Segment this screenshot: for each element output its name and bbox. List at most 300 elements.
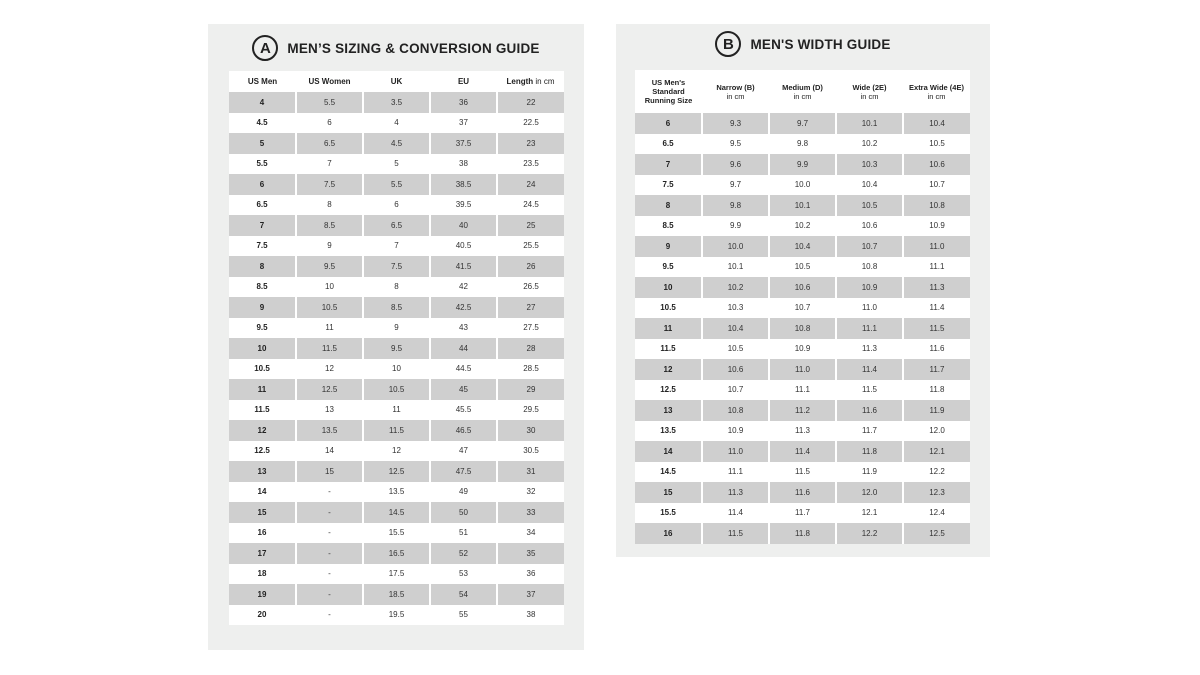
table-row xyxy=(635,216,970,237)
value-cell: 13.5 xyxy=(296,420,363,441)
value-cell: 37 xyxy=(497,584,564,605)
value-cell: 11.9 xyxy=(903,400,970,421)
value-cell: 12 xyxy=(363,441,430,462)
value-cell: 12.5 xyxy=(363,461,430,482)
value-cell: 31 xyxy=(497,461,564,482)
value-cell: 6.5 xyxy=(296,133,363,154)
value-cell: 10.9 xyxy=(929,221,945,231)
value-cell: 11.8 xyxy=(929,385,945,395)
value-cell: 40 xyxy=(430,215,497,236)
value-cell: 9.7 xyxy=(769,113,836,134)
value-cell: 10.4 xyxy=(769,236,836,257)
size-cell: 9.5 xyxy=(635,257,702,278)
column-header-label: Narrow (B) xyxy=(716,82,755,92)
value-cell: 10.9 xyxy=(702,421,769,442)
sizing-guide-header xyxy=(208,34,584,62)
value-cell: 11.3 xyxy=(702,482,769,503)
panel-b-badge: B xyxy=(715,31,741,57)
table-row xyxy=(229,461,564,482)
value-cell: 45 xyxy=(430,379,497,400)
size-cell: 6.5 xyxy=(635,134,702,155)
value-cell: 12.3 xyxy=(903,482,970,503)
value-cell: 10.2 xyxy=(836,134,903,155)
column-header xyxy=(836,70,903,113)
value-cell: 47 xyxy=(430,441,497,462)
value-cell: - xyxy=(296,482,363,503)
size-cell: 13 xyxy=(229,461,296,482)
value-cell: - xyxy=(296,605,363,626)
value-cell: 10.6 xyxy=(769,277,836,298)
column-header-label: US Men's Standard Running Size xyxy=(644,78,693,105)
value-cell: 10.7 xyxy=(836,236,903,257)
value-cell: 10.2 xyxy=(769,216,836,237)
column-header-label: US Women xyxy=(308,77,351,86)
table-row xyxy=(635,503,970,524)
size-cell: 19 xyxy=(229,584,296,605)
column-header xyxy=(430,71,497,92)
value-cell: 37 xyxy=(430,113,497,134)
size-cell: 14 xyxy=(229,482,296,503)
value-cell: 26.5 xyxy=(523,282,539,292)
size-cell: 8 xyxy=(635,195,702,216)
sizing-guide-title: MEN’S SIZING & CONVERSION GUIDE xyxy=(287,40,540,56)
size-cell: 15 xyxy=(635,482,702,503)
value-cell: 28 xyxy=(497,338,564,359)
value-cell: 34 xyxy=(526,528,536,538)
value-cell: - xyxy=(296,564,363,585)
value-cell: 10.8 xyxy=(702,400,769,421)
table-row xyxy=(229,482,564,503)
table-row xyxy=(635,421,970,442)
value-cell: 11.0 xyxy=(903,236,970,257)
table-row xyxy=(229,174,564,195)
value-cell: 23 xyxy=(497,133,564,154)
column-header-unit: in cm xyxy=(726,91,745,101)
value-cell: 10.9 xyxy=(769,339,836,360)
table-row xyxy=(635,236,970,257)
value-cell: 11.4 xyxy=(929,303,945,313)
column-header xyxy=(363,71,430,92)
table-row xyxy=(635,523,970,544)
size-cell: 11.5 xyxy=(229,400,296,421)
sizing-conversion-panel xyxy=(208,24,584,650)
table-row xyxy=(229,277,564,298)
size-cell: 20 xyxy=(229,605,296,626)
value-cell: 41.5 xyxy=(430,256,497,277)
value-cell: - xyxy=(296,543,363,564)
value-cell: 11.4 xyxy=(769,441,836,462)
value-cell: 13 xyxy=(296,400,363,421)
table-row xyxy=(229,297,564,318)
column-header xyxy=(635,70,702,113)
value-cell: 10.6 xyxy=(702,359,769,380)
value-cell: 11.2 xyxy=(769,400,836,421)
value-cell: 7 xyxy=(363,236,430,257)
value-cell: 12.0 xyxy=(929,426,945,436)
size-cell: 15 xyxy=(229,502,296,523)
table-row xyxy=(229,256,564,277)
size-cell: 10.5 xyxy=(229,359,296,380)
value-cell: 28.5 xyxy=(523,364,539,374)
width-guide-table xyxy=(635,70,970,544)
value-cell: 14 xyxy=(296,441,363,462)
value-cell: 11.9 xyxy=(836,462,903,483)
table-row xyxy=(229,338,564,359)
size-cell: 4.5 xyxy=(229,113,296,134)
value-cell: 22.5 xyxy=(523,118,539,128)
value-cell: 11.5 xyxy=(702,523,769,544)
table-row xyxy=(635,113,970,134)
value-cell: 29.5 xyxy=(523,405,539,415)
value-cell: 10.4 xyxy=(903,113,970,134)
value-cell: 10.0 xyxy=(769,175,836,196)
table-row xyxy=(635,339,970,360)
value-cell: 8.5 xyxy=(363,297,430,318)
size-cell: 7.5 xyxy=(635,175,702,196)
column-header xyxy=(769,70,836,113)
value-cell: 11.7 xyxy=(836,421,903,442)
value-cell: 11.1 xyxy=(702,462,769,483)
column-header-unit: in cm xyxy=(533,77,555,86)
table-row xyxy=(635,134,970,155)
value-cell: 24 xyxy=(497,174,564,195)
value-cell: 11.0 xyxy=(702,441,769,462)
value-cell: 25.5 xyxy=(523,241,539,251)
value-cell: 10 xyxy=(363,359,430,380)
size-cell: 12.5 xyxy=(635,380,702,401)
sizing-conversion-table xyxy=(229,71,564,625)
value-cell: 12 xyxy=(296,359,363,380)
value-cell: 10.6 xyxy=(903,154,970,175)
value-cell: 47.5 xyxy=(430,461,497,482)
size-cell: 6 xyxy=(635,113,702,134)
value-cell: 12.0 xyxy=(836,482,903,503)
value-cell: 26 xyxy=(497,256,564,277)
size-cell: 10 xyxy=(229,338,296,359)
size-cell: 7 xyxy=(229,215,296,236)
table-row xyxy=(635,277,970,298)
value-cell: 39.5 xyxy=(430,195,497,216)
value-cell: 12.4 xyxy=(929,508,945,518)
column-header-label: Medium (D) xyxy=(782,82,823,92)
size-cell: 14 xyxy=(635,441,702,462)
value-cell: 10.4 xyxy=(702,318,769,339)
value-cell: 10.5 xyxy=(769,257,836,278)
column-header xyxy=(702,70,769,113)
table-row xyxy=(635,298,970,319)
size-cell: 11 xyxy=(635,318,702,339)
table-header-row xyxy=(635,70,970,113)
table-row xyxy=(229,441,564,462)
table-row xyxy=(635,175,970,196)
table-row xyxy=(635,400,970,421)
value-cell: 11.3 xyxy=(903,277,970,298)
value-cell: 10.2 xyxy=(702,277,769,298)
value-cell: 55 xyxy=(430,605,497,626)
table-row xyxy=(635,482,970,503)
value-cell: 10 xyxy=(296,277,363,298)
table-row xyxy=(229,113,564,134)
column-header xyxy=(497,71,564,92)
value-cell: 30 xyxy=(497,420,564,441)
column-header-label: Extra Wide (4E) xyxy=(909,82,964,92)
value-cell: - xyxy=(296,523,363,544)
value-cell: 23.5 xyxy=(523,159,539,169)
value-cell: 27 xyxy=(497,297,564,318)
value-cell: 16.5 xyxy=(363,543,430,564)
table-header-row xyxy=(229,71,564,92)
value-cell: 38 xyxy=(430,154,497,175)
value-cell: 11.5 xyxy=(836,380,903,401)
size-cell: 17 xyxy=(229,543,296,564)
size-cell: 5 xyxy=(229,133,296,154)
value-cell: 3.5 xyxy=(363,92,430,113)
width-guide-title: MEN'S WIDTH GUIDE xyxy=(750,36,891,52)
size-cell: 8.5 xyxy=(635,216,702,237)
table-row xyxy=(635,257,970,278)
size-cell: 6 xyxy=(229,174,296,195)
size-cell: 15.5 xyxy=(635,503,702,524)
size-cell: 4 xyxy=(229,92,296,113)
value-cell: 42.5 xyxy=(430,297,497,318)
column-header-unit: in cm xyxy=(927,91,946,101)
value-cell: 9.5 xyxy=(702,134,769,155)
value-cell: 27.5 xyxy=(523,323,539,333)
value-cell: 30.5 xyxy=(523,446,539,456)
column-header-label: US Men xyxy=(247,77,278,86)
column-header xyxy=(296,71,363,92)
value-cell: 10.9 xyxy=(836,277,903,298)
value-cell: 7.5 xyxy=(363,256,430,277)
table-row xyxy=(229,92,564,113)
value-cell: 11.7 xyxy=(903,359,970,380)
value-cell: 10.8 xyxy=(769,318,836,339)
table-row xyxy=(635,380,970,401)
value-cell: 10.1 xyxy=(836,113,903,134)
value-cell: 22 xyxy=(497,92,564,113)
column-header xyxy=(229,71,296,92)
value-cell: 10.6 xyxy=(836,216,903,237)
value-cell: 4.5 xyxy=(363,133,430,154)
value-cell: 32 xyxy=(526,487,536,497)
value-cell: 6 xyxy=(296,113,363,134)
value-cell: 10.1 xyxy=(702,257,769,278)
value-cell: 9.8 xyxy=(769,134,836,155)
value-cell: 7 xyxy=(296,154,363,175)
value-cell: 9.8 xyxy=(702,195,769,216)
value-cell: 40.5 xyxy=(430,236,497,257)
value-cell: 44.5 xyxy=(430,359,497,380)
table-row xyxy=(229,359,564,380)
value-cell: 11.3 xyxy=(836,339,903,360)
value-cell: 36 xyxy=(430,92,497,113)
table-row xyxy=(229,215,564,236)
size-cell: 10.5 xyxy=(635,298,702,319)
value-cell: 11.0 xyxy=(769,359,836,380)
table-row xyxy=(635,318,970,339)
value-cell: 9.6 xyxy=(702,154,769,175)
column-header-unit: in cm xyxy=(860,91,879,101)
table-row xyxy=(229,154,564,175)
table-row xyxy=(229,318,564,339)
table-row xyxy=(229,400,564,421)
value-cell: 9.3 xyxy=(702,113,769,134)
value-cell: 25 xyxy=(497,215,564,236)
value-cell: 5 xyxy=(363,154,430,175)
table-row xyxy=(635,154,970,175)
value-cell: 11.6 xyxy=(769,482,836,503)
value-cell: 10.3 xyxy=(836,154,903,175)
size-cell: 6.5 xyxy=(229,195,296,216)
value-cell: 43 xyxy=(430,318,497,339)
table-row xyxy=(229,133,564,154)
value-cell: 42 xyxy=(430,277,497,298)
value-cell: 19.5 xyxy=(363,605,430,626)
value-cell: 44 xyxy=(430,338,497,359)
value-cell: 11.3 xyxy=(769,421,836,442)
value-cell: 9 xyxy=(363,318,430,339)
table-row xyxy=(229,420,564,441)
value-cell: 10.5 xyxy=(929,139,945,149)
size-cell: 8 xyxy=(229,256,296,277)
value-cell: 11.4 xyxy=(836,359,903,380)
size-cell: 12.5 xyxy=(229,441,296,462)
value-cell: 51 xyxy=(430,523,497,544)
value-cell: 46.5 xyxy=(430,420,497,441)
value-cell: 10.5 xyxy=(296,297,363,318)
value-cell: 12.2 xyxy=(836,523,903,544)
size-cell: 18 xyxy=(229,564,296,585)
value-cell: 24.5 xyxy=(523,200,539,210)
value-cell: - xyxy=(296,584,363,605)
value-cell: 11.1 xyxy=(929,262,945,272)
column-header-unit: in cm xyxy=(793,91,812,101)
value-cell: 11.8 xyxy=(769,523,836,544)
value-cell: 9.9 xyxy=(769,154,836,175)
size-cell: 16 xyxy=(635,523,702,544)
value-cell: 4 xyxy=(363,113,430,134)
value-cell: 10.5 xyxy=(702,339,769,360)
table-row xyxy=(229,379,564,400)
value-cell: 10.8 xyxy=(836,257,903,278)
size-cell: 12 xyxy=(635,359,702,380)
column-header-label: EU xyxy=(457,77,470,86)
table-row xyxy=(229,564,564,585)
value-cell: 11.1 xyxy=(836,318,903,339)
value-cell: 50 xyxy=(430,502,497,523)
panel-a-badge: A xyxy=(252,35,278,61)
width-guide-header xyxy=(616,30,990,58)
value-cell: 10.4 xyxy=(836,175,903,196)
value-cell: 8.5 xyxy=(296,215,363,236)
size-cell: 10 xyxy=(635,277,702,298)
value-cell: 12.2 xyxy=(929,467,945,477)
value-cell: - xyxy=(296,502,363,523)
size-cell: 16 xyxy=(229,523,296,544)
value-cell: 15 xyxy=(296,461,363,482)
value-cell: 36 xyxy=(526,569,536,579)
value-cell: 10.7 xyxy=(702,380,769,401)
value-cell: 54 xyxy=(430,584,497,605)
value-cell: 9.9 xyxy=(702,216,769,237)
value-cell: 45.5 xyxy=(430,400,497,421)
value-cell: 5.5 xyxy=(296,92,363,113)
value-cell: 10.3 xyxy=(702,298,769,319)
value-cell: 14.5 xyxy=(363,502,430,523)
value-cell: 11.7 xyxy=(769,503,836,524)
value-cell: 12.5 xyxy=(903,523,970,544)
size-cell: 7.5 xyxy=(229,236,296,257)
value-cell: 11.0 xyxy=(836,298,903,319)
table-row xyxy=(229,523,564,544)
value-cell: 9.5 xyxy=(363,338,430,359)
value-cell: 33 xyxy=(497,502,564,523)
value-cell: 12.1 xyxy=(836,503,903,524)
value-cell: 11.5 xyxy=(363,420,430,441)
table-row xyxy=(635,441,970,462)
column-header-label: Length xyxy=(506,77,534,86)
column-header-label: Wide (2E) xyxy=(852,82,887,92)
value-cell: 6 xyxy=(363,195,430,216)
value-cell: 9.5 xyxy=(296,256,363,277)
value-cell: 38.5 xyxy=(430,174,497,195)
value-cell: 12.1 xyxy=(903,441,970,462)
width-guide-panel xyxy=(616,24,990,557)
table-row xyxy=(229,605,564,626)
value-cell: 10.1 xyxy=(769,195,836,216)
size-cell: 12 xyxy=(229,420,296,441)
table-row xyxy=(229,543,564,564)
size-cell: 7 xyxy=(635,154,702,175)
value-cell: 7.5 xyxy=(296,174,363,195)
value-cell: 52 xyxy=(430,543,497,564)
size-cell: 9 xyxy=(229,297,296,318)
value-cell: 10.0 xyxy=(702,236,769,257)
value-cell: 37.5 xyxy=(430,133,497,154)
value-cell: 53 xyxy=(430,564,497,585)
value-cell: 11.5 xyxy=(769,462,836,483)
table-row xyxy=(229,195,564,216)
value-cell: 5.5 xyxy=(363,174,430,195)
size-cell: 8.5 xyxy=(229,277,296,298)
size-cell: 11 xyxy=(229,379,296,400)
size-cell: 9.5 xyxy=(229,318,296,339)
value-cell: 11.4 xyxy=(702,503,769,524)
value-cell: 29 xyxy=(497,379,564,400)
value-cell: 11.5 xyxy=(296,338,363,359)
value-cell: 10.7 xyxy=(929,180,945,190)
value-cell: 11.5 xyxy=(903,318,970,339)
value-cell: 18.5 xyxy=(363,584,430,605)
value-cell: 38 xyxy=(526,610,536,620)
table-row xyxy=(229,584,564,605)
value-cell: 8 xyxy=(296,195,363,216)
column-header xyxy=(903,70,970,113)
value-cell: 11 xyxy=(363,400,430,421)
value-cell: 11.6 xyxy=(836,400,903,421)
value-cell: 10.5 xyxy=(836,195,903,216)
value-cell: 13.5 xyxy=(363,482,430,503)
value-cell: 10.8 xyxy=(903,195,970,216)
size-cell: 5.5 xyxy=(229,154,296,175)
value-cell: 11.1 xyxy=(769,380,836,401)
value-cell: 11.6 xyxy=(929,344,945,354)
table-row xyxy=(635,462,970,483)
value-cell: 9 xyxy=(296,236,363,257)
column-header-label: UK xyxy=(390,77,403,86)
table-row xyxy=(635,359,970,380)
size-cell: 9 xyxy=(635,236,702,257)
